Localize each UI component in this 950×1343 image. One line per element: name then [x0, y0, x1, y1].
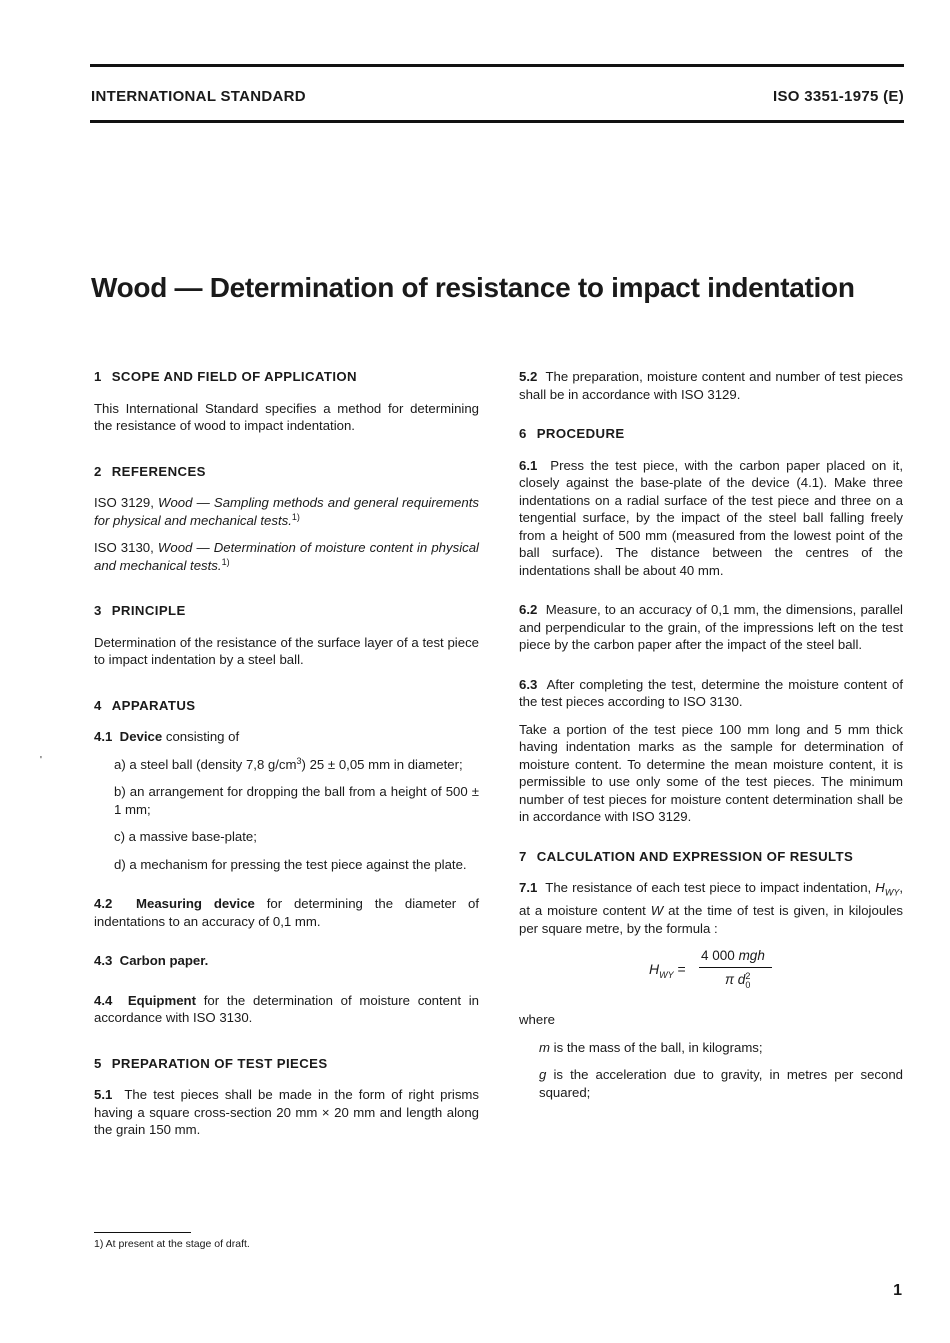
fraction-bar: [699, 967, 772, 968]
right-column: [519, 368, 903, 1111]
document-title: Wood — Determination of resistance to impact indentation: [91, 272, 855, 303]
where-label: where: [519, 1012, 555, 1028]
list-item-b: b) an arrangement for dropping the ball from a height of 500 ± 1 mm;: [114, 784, 479, 817]
clause-6-3: 6.3 After completing the test, determine the moisture content of the test pieces according to ISO 3130.: [519, 676, 903, 709]
clause-6-3-sampling: Take a portion of the test piece 100 mm long and 5 mm thick having indentation marks as the sample for determination of moisture content. To determine the mean moisture content, it is permissible to use only some of the test pieces. The minimum number of test pieces for moisture content determination shall be in accordance with ISO 3129.: [519, 721, 903, 824]
clause-4-3: 4.3 Carbon paper.: [94, 953, 209, 968]
formula-denominator: π d 2 0: [725, 970, 751, 990]
list-item-d: d) a mechanism for pressing the test piece against the plate.: [114, 856, 467, 872]
formula-numerator: 4 000 mgh: [701, 948, 765, 964]
margin-mark: ': [40, 755, 42, 766]
reference-iso-3129: ISO 3129, Wood — Sampling methods and general requirements for physical and mechanical tests.$^{1)}$: [94, 495, 479, 528]
clause-5-1: 5.1 The test pieces shall be made in the form of right prisms having a square cross-section 20 mm × 20 mm and length along the grain 150 mm.: [94, 1087, 480, 1137]
reference-iso-3130: ISO 3130, Wood — Determination of moisture content in physical and mechanical tests.$^{1)}$: [94, 540, 479, 573]
hardness-formula: [519, 947, 903, 1005]
section-heading-1: 1 SCOPE AND FIELD OF APPLICATION: [94, 369, 357, 384]
principle-text: Determination of the resistance of the surface layer of a test piece to impact indentation by a steel ball.: [94, 634, 479, 667]
document-number: ISO 3351-1975 (E): [772, 88, 904, 105]
header-rule-top: [90, 64, 904, 67]
section-heading-5: 5 PREPARATION OF TEST PIECES: [94, 1055, 328, 1071]
variable-g: g is the acceleration due to gravity, in metres per second squared;: [539, 1067, 903, 1100]
section-heading-3: 3 PRINCIPLE: [94, 603, 186, 618]
formula-lhs: $H_{WY}$ =: [649, 961, 686, 980]
clause-6-2: 6.2 Measure, to an accuracy of 0,1 mm, the dimensions, parallel and perpendicular to the grain, of the impressions left on the test piece by the carbon paper after the impact of the steel ball.: [519, 602, 903, 652]
clause-5-2: 5.2 The preparation, moisture content and number of test pieces shall be in accordance with ISO 3129.: [519, 369, 903, 402]
section-heading-2: 2 REFERENCES: [94, 463, 206, 479]
clause-4-1: 4.1 Device consisting of: [94, 729, 240, 744]
footnote: 1) At present at the stage of draft.: [94, 1238, 250, 1250]
clause-4-4: 4.4 Equipment for the determination of moisture content in accordance with ISO 3130.: [94, 992, 480, 1025]
footnote-rule: [94, 1232, 191, 1233]
header-rule-bottom: [90, 120, 904, 123]
clause-6-1: 6.1 Press the test piece, with the carbon paper placed on it, closely against the base-plate of the device (4.1). Make three indentations on a radial surface of the test piece and three on a tengential surface, by the impact of the steel ball falling freely from a height of 500 mm (measured from the lowest point of the ball surface). The distance between the centres of the indentations shall be about 40 mm.: [519, 457, 904, 578]
list-item-c: c) a massive base-plate;: [114, 829, 257, 844]
header-label: INTERNATIONAL STANDARD: [91, 88, 306, 105]
scope-text: This International Standard specifies a method for determining the resistance of wood to impact indentation.: [94, 400, 479, 433]
list-item-a: a) a steel ball (density 7,8 $g/cm^3$) 25 ± 0,05 mm in diameter;: [114, 755, 463, 772]
page-number: 1: [893, 1282, 902, 1299]
clause-4-2: 4.2 Measuring device for determining the diameter of indentations to an accuracy of 0,1 mm.: [94, 896, 480, 929]
variable-m: m is the mass of the ball, in kilograms;: [539, 1039, 763, 1055]
clause-7-1: 7.1 The resistance of each test piece to impact indentation, $H_{WY}$, at a moisture content W at the time of test is given, in kilojoules per square metre, by the formula :: [519, 880, 904, 936]
section-heading-7: 7 CALCULATION AND EXPRESSION OF RESULTS: [519, 848, 854, 864]
section-heading-4: 4 APPARATUS: [94, 697, 196, 713]
section-heading-6: 6 PROCEDURE: [519, 426, 625, 441]
left-column: [94, 368, 479, 1149]
